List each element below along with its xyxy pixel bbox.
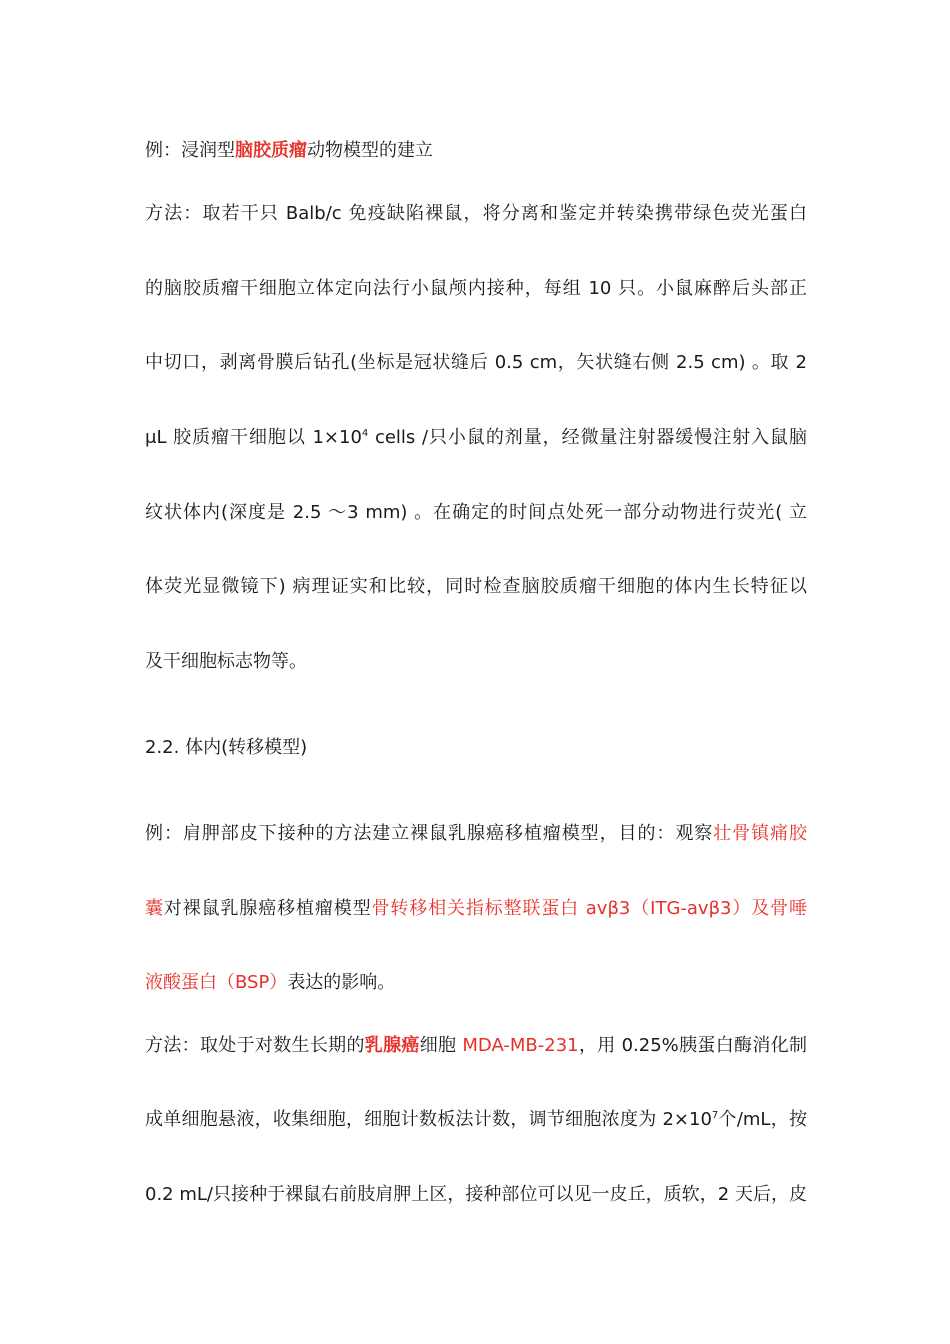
method2-line-1 — [145, 1033, 807, 1059]
method-line-6: 体荧光显微镜下) 病理证实和比较，同时检查脑胶质瘤干细胞的体内生长特征以 — [145, 576, 807, 597]
text-span: 个/mL，按 — [718, 1109, 807, 1130]
superscript: 7 — [711, 1110, 719, 1121]
text-span: cells /只小鼠的剂量，经微量注射器缓慢注射入鼠脑 — [368, 427, 807, 448]
section-heading: 2.2. 体内(转移模型) — [145, 737, 308, 758]
text-span: μL 胶质瘤干细胞以 1×10 — [145, 427, 362, 448]
example2-line-2 — [145, 896, 807, 922]
highlight-span: 壮骨镇痛胶 — [713, 823, 807, 844]
method-line-1: 方法：取若干只 Balb/c 免疫缺陷裸鼠，将分离和鉴定并转染携带绿色荧光蛋白 — [145, 203, 807, 224]
highlight-span: 乳腺癌 — [364, 1035, 420, 1056]
method-line-2: 的脑胶质瘤干细胞立体定向法行小鼠颅内接种，每组 10 只。小鼠麻醉后头部正 — [145, 278, 807, 299]
text-span: ，用 0.25%胰蛋白酶消化制 — [578, 1035, 807, 1056]
text-span: 方法：取处于对数生长期的 — [145, 1035, 365, 1056]
cell-line-name: MDA-MB-231 — [462, 1035, 579, 1056]
title-highlight: 脑胶质瘤 — [235, 140, 307, 161]
text-span: 例：肩胛部皮下接种的方法建立裸鼠乳腺癌移植瘤模型，目的：观察 — [145, 823, 714, 844]
example2-line-3 — [145, 970, 807, 996]
text-span: 细胞 — [419, 1035, 463, 1056]
example-title — [145, 138, 807, 164]
text-span: 对裸鼠乳腺癌移植瘤模型 — [163, 898, 372, 919]
highlight-span: 液酸蛋白（BSP） — [145, 972, 288, 993]
method-line-7: 及干细胞标志物等。 — [145, 651, 307, 672]
method-line-5: 纹状体内(深度是 2.5 ～3 mm) 。在确定的时间点处死一部分动物进行荧光( 立 — [145, 502, 807, 523]
text-span: 表达的影响。 — [287, 972, 396, 993]
text-span: 成单细胞悬液，收集细胞，细胞计数板法计数，调节细胞浓度为 2×10 — [145, 1109, 712, 1130]
method2-line-3: 0.2 mL/只接种于裸鼠右前肢肩胛上区，接种部位可以见一皮丘，质软，2 天后，皮 — [145, 1184, 807, 1205]
title-prefix: 例：浸润型 — [145, 140, 235, 161]
method-line-3: 中切口，剥离骨膜后钻孔(坐标是冠状缝后 0.5 cm，矢状缝右侧 2.5 cm) 。取 2 — [145, 352, 807, 373]
example2-line-1 — [145, 821, 807, 847]
highlight-span: 囊 — [145, 898, 164, 919]
title-suffix: 动物模型的建立 — [307, 140, 433, 161]
superscript: 4 — [361, 428, 369, 439]
method-line-4 — [145, 425, 807, 451]
method2-line-2 — [145, 1107, 807, 1133]
highlight-span: 骨转移相关指标整联蛋白 avβ3（ITG-avβ3）及骨唾 — [371, 898, 808, 919]
